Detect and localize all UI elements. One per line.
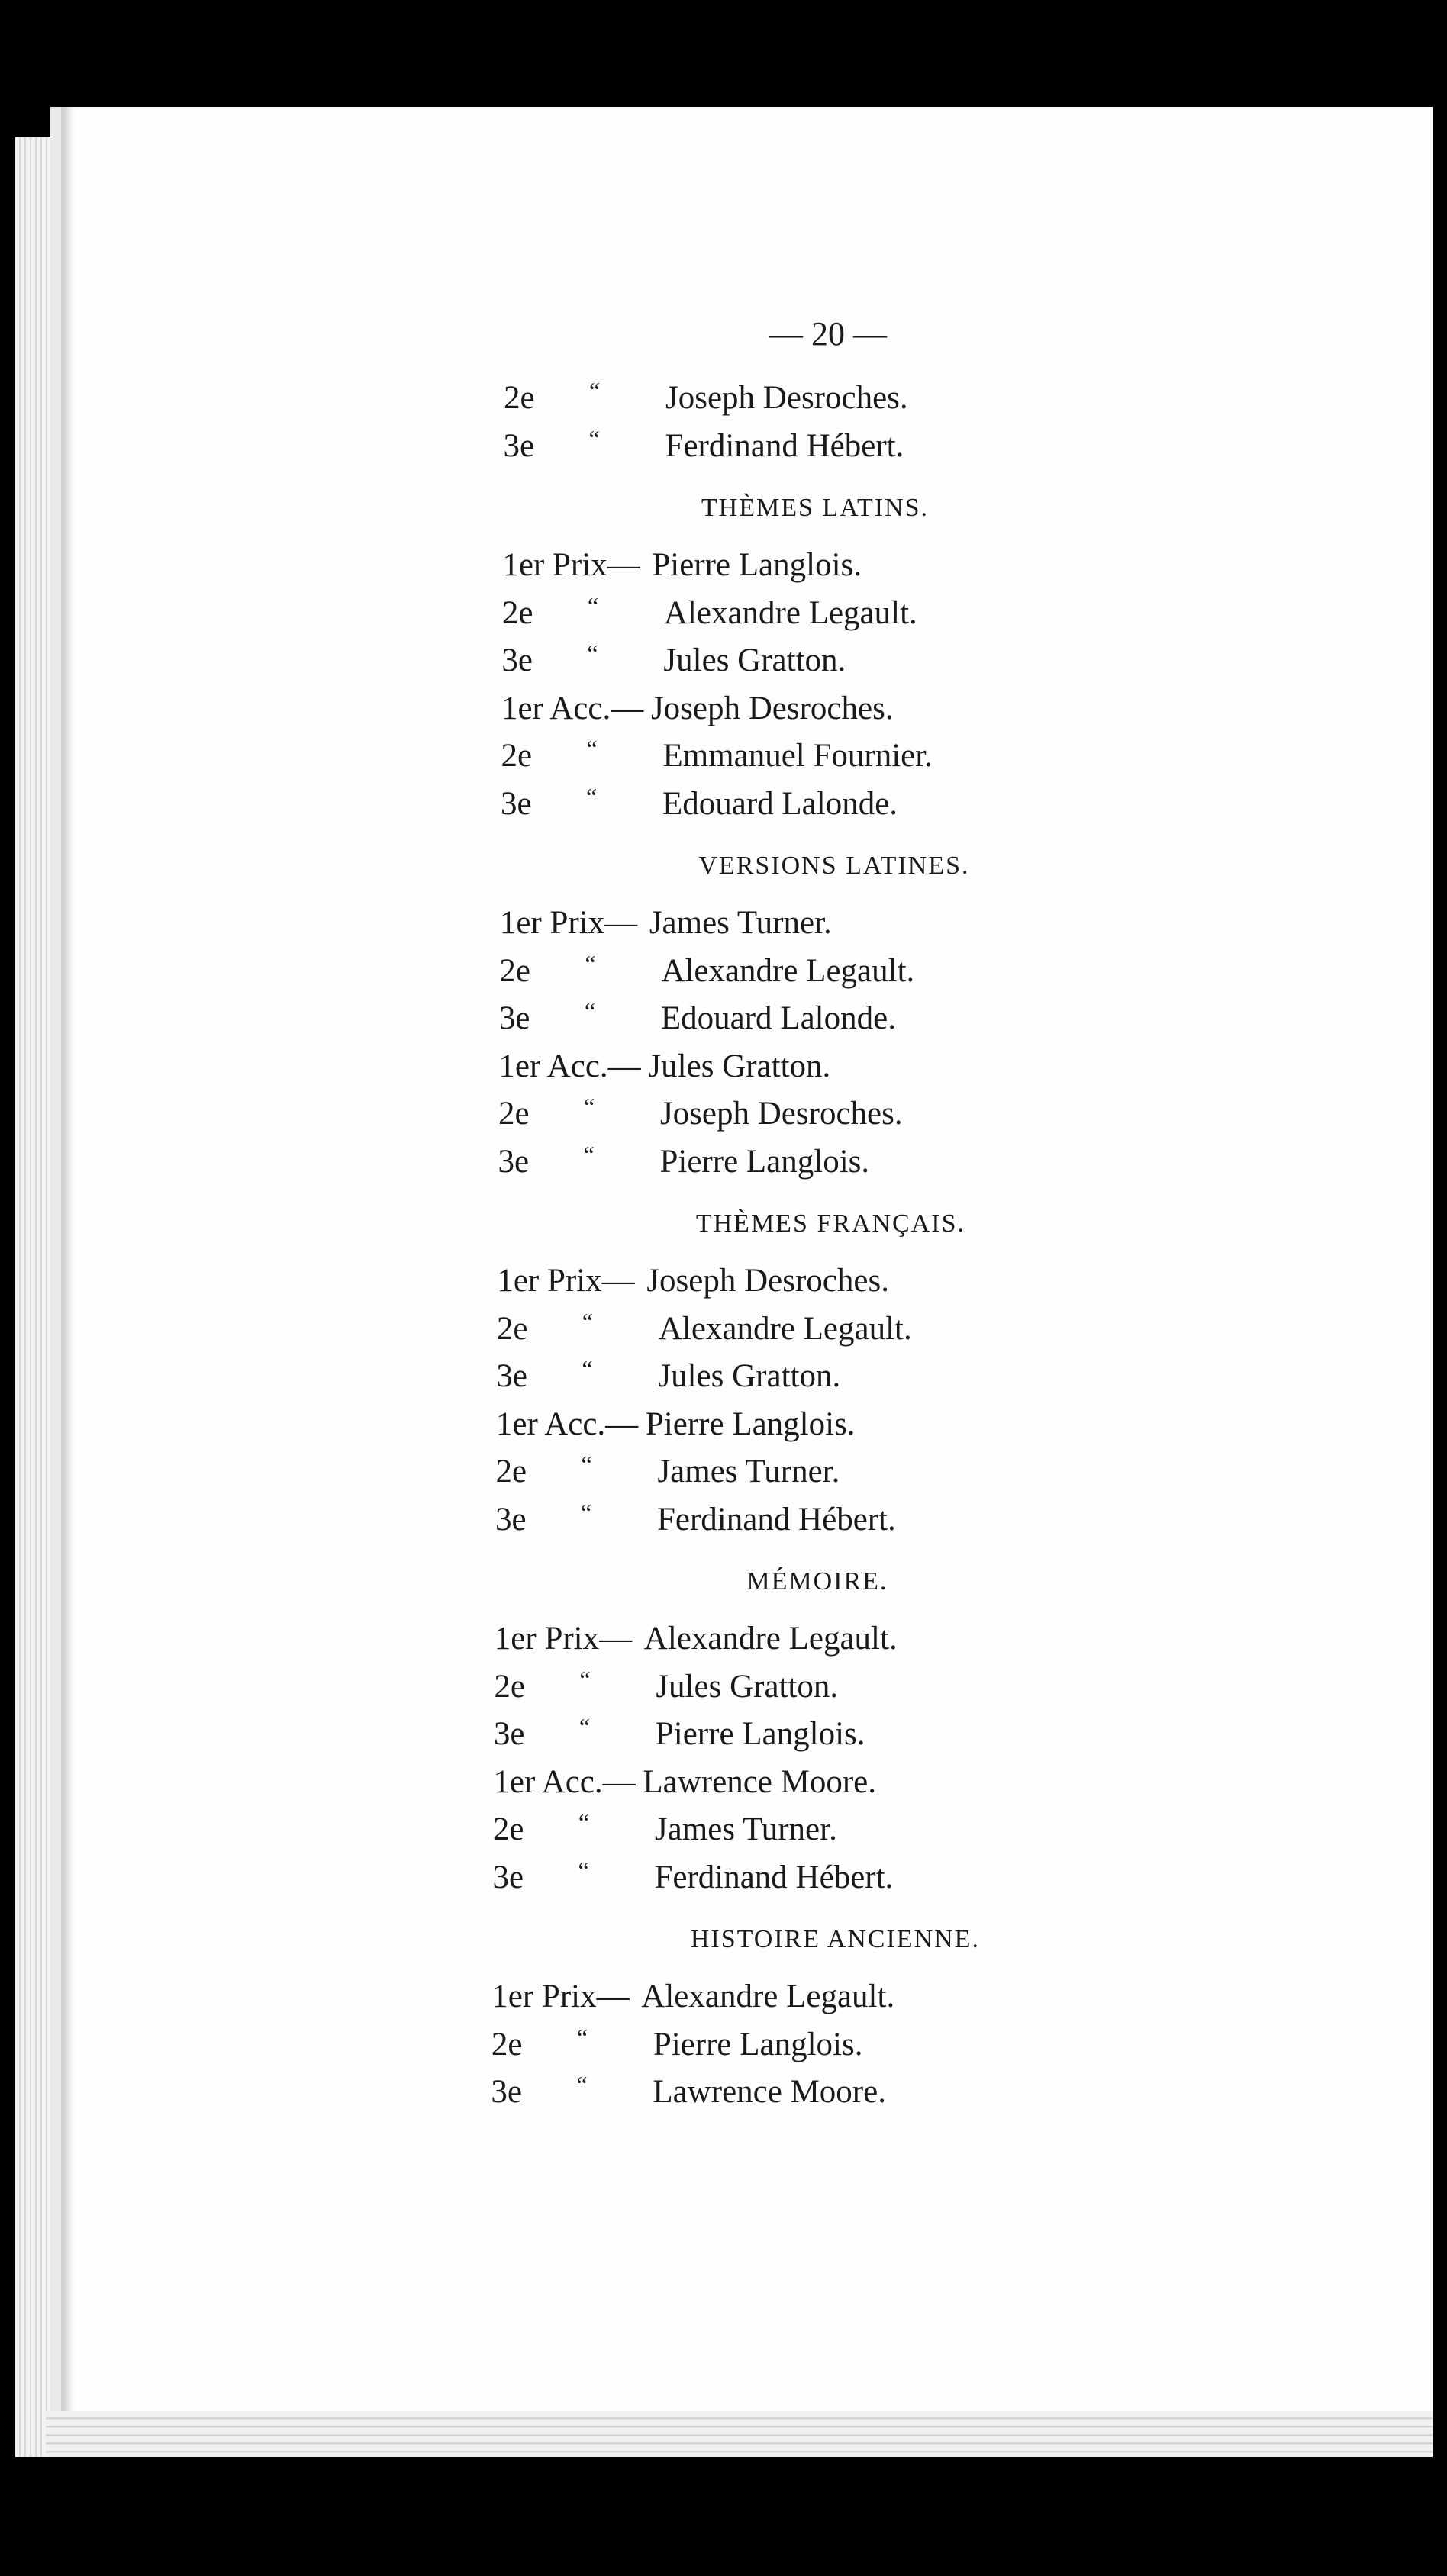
student-name: Alexandre Legault. bbox=[661, 952, 915, 989]
student-name: Pierre Langlois. bbox=[645, 1406, 856, 1442]
prize-rank: 2e bbox=[496, 1310, 528, 1347]
student-name: James Turner. bbox=[649, 905, 832, 941]
ditto-mark: “ bbox=[578, 1713, 591, 1740]
prize-entry bbox=[495, 1451, 1075, 1493]
ditto-mark: “ bbox=[582, 1307, 594, 1335]
page-edge-shadow bbox=[15, 137, 50, 2457]
prize-entry bbox=[498, 1140, 1078, 1183]
student-name: Alexandre Legault. bbox=[663, 594, 917, 631]
prize-rank: 1er Acc.— bbox=[501, 690, 644, 726]
student-name: Ferdinand Hébert. bbox=[665, 427, 904, 464]
student-name: Alexandre Legault. bbox=[643, 1621, 898, 1657]
section-heading: HISTOIRE ANCIENNE. bbox=[690, 1925, 980, 1953]
prize-rank: 3e bbox=[492, 1859, 524, 1895]
student-name: Jules Gratton. bbox=[656, 1668, 839, 1705]
prize-entry bbox=[492, 1856, 1072, 1899]
page-bottom-edge bbox=[46, 2411, 1433, 2457]
prize-rank: 3e bbox=[491, 2074, 522, 2110]
prize-rank: 2e bbox=[492, 1811, 524, 1847]
prize-entry bbox=[491, 2071, 1071, 2114]
prize-entry bbox=[498, 997, 1079, 1040]
ditto-mark: “ bbox=[586, 782, 598, 810]
prize-rank: 1er Prix— bbox=[491, 1979, 630, 2014]
prize-rank: 3e bbox=[496, 1358, 527, 1394]
prize-entry bbox=[496, 1355, 1076, 1398]
prize-entry bbox=[495, 1622, 1075, 1660]
prize-rank: 1er Acc.— bbox=[495, 1406, 639, 1442]
prize-rank: 3e bbox=[498, 1000, 530, 1036]
student-name: Joseph Desroches. bbox=[650, 690, 894, 726]
ditto-mark: “ bbox=[585, 949, 596, 977]
prize-entry bbox=[493, 1763, 1073, 1804]
student-name: Edouard Lalonde. bbox=[662, 785, 898, 822]
student-name: James Turner. bbox=[654, 1811, 837, 1847]
student-name: Lawrence Moore. bbox=[643, 1763, 877, 1800]
ditto-mark: “ bbox=[584, 997, 596, 1025]
prize-rank: 3e bbox=[503, 427, 535, 464]
student-name: Joseph Desroches. bbox=[665, 380, 908, 416]
prize-rank: 2e bbox=[504, 380, 535, 416]
ditto-mark: “ bbox=[578, 1808, 590, 1836]
ditto-mark: “ bbox=[579, 1665, 591, 1693]
student-name: Alexandre Legault. bbox=[658, 1310, 912, 1347]
student-name: Edouard Lalonde. bbox=[660, 1000, 896, 1036]
prize-rank: 2e bbox=[495, 1454, 527, 1489]
prize-entry bbox=[491, 1980, 1072, 2018]
prize-entry bbox=[491, 2023, 1072, 2066]
prize-rank: 2e bbox=[499, 952, 530, 989]
prize-rank: 3e bbox=[498, 1143, 530, 1180]
prize-entry bbox=[504, 377, 1084, 420]
prize-entry bbox=[499, 949, 1079, 993]
student-name: Ferdinand Hébert. bbox=[656, 1501, 896, 1538]
ditto-mark: “ bbox=[588, 424, 600, 452]
student-name: Jules Gratton. bbox=[648, 1048, 831, 1084]
prize-entry bbox=[502, 549, 1082, 587]
prize-rank: 3e bbox=[501, 785, 532, 822]
student-name: Joseph Desroches. bbox=[659, 1096, 903, 1132]
ditto-mark: “ bbox=[586, 735, 598, 762]
section-heading: MÉMOIRE. bbox=[746, 1567, 888, 1596]
prize-entry bbox=[501, 782, 1081, 826]
prize-rank: 1er Acc.— bbox=[498, 1048, 641, 1084]
ditto-mark: “ bbox=[580, 1498, 592, 1526]
prize-entry bbox=[500, 906, 1080, 945]
page-number: — 20 — bbox=[769, 315, 887, 353]
ditto-mark: “ bbox=[583, 1093, 595, 1120]
ditto-mark: “ bbox=[576, 2023, 588, 2051]
prize-rank: 2e bbox=[494, 1668, 525, 1705]
prize-rank: 1er Prix— bbox=[502, 547, 640, 583]
prize-entry bbox=[493, 1713, 1074, 1756]
prize-rank: 3e bbox=[501, 642, 533, 678]
section-heading: THÈMES FRANÇAIS. bbox=[695, 1209, 966, 1238]
prize-entry bbox=[498, 1093, 1078, 1135]
student-name: Pierre Langlois. bbox=[653, 2026, 863, 2062]
ditto-mark: “ bbox=[587, 639, 598, 667]
student-name: James Turner. bbox=[657, 1454, 840, 1489]
prize-rank: 2e bbox=[501, 594, 533, 631]
prize-entry bbox=[492, 1808, 1073, 1851]
prize-rank: 2e bbox=[498, 1096, 530, 1132]
student-name: Pierre Langlois. bbox=[659, 1143, 870, 1180]
prize-entry bbox=[495, 1498, 1075, 1541]
ditto-mark: “ bbox=[587, 591, 599, 620]
student-name: Pierre Langlois. bbox=[652, 547, 862, 583]
student-name: Joseph Desroches. bbox=[646, 1263, 889, 1299]
prize-entry bbox=[501, 735, 1081, 778]
ditto-mark: “ bbox=[576, 2071, 588, 2098]
student-name: Ferdinand Hébert. bbox=[654, 1859, 894, 1895]
prize-entry bbox=[501, 591, 1082, 635]
prize-rank: 1er Prix— bbox=[494, 1621, 633, 1657]
student-name: Jules Gratton. bbox=[663, 642, 846, 678]
prize-entry bbox=[497, 1264, 1077, 1302]
prize-entry bbox=[501, 639, 1081, 682]
prize-rank: 2e bbox=[491, 2026, 523, 2062]
prize-entry bbox=[498, 1050, 1078, 1088]
ditto-mark: “ bbox=[581, 1451, 592, 1478]
student-name: Jules Gratton. bbox=[658, 1358, 841, 1394]
student-name: Alexandre Legault. bbox=[641, 1979, 895, 2014]
prize-entry bbox=[494, 1665, 1074, 1708]
prize-entry bbox=[496, 1307, 1077, 1351]
student-name: Emmanuel Fournier. bbox=[662, 738, 933, 774]
ditto-mark: “ bbox=[583, 1140, 595, 1168]
ditto-mark: “ bbox=[589, 377, 601, 404]
prize-entry bbox=[496, 1408, 1076, 1446]
prize-entry bbox=[501, 692, 1081, 730]
prize-entry bbox=[503, 424, 1084, 468]
student-name: Pierre Langlois. bbox=[655, 1716, 865, 1752]
section-heading: VERSIONS LATINES. bbox=[698, 852, 970, 880]
ditto-mark: “ bbox=[582, 1355, 593, 1383]
section-heading: THÈMES LATINS. bbox=[701, 494, 929, 522]
prize-rank: 1er Prix— bbox=[497, 1263, 635, 1299]
student-name: Lawrence Moore. bbox=[653, 2074, 886, 2110]
prize-rank: 3e bbox=[495, 1501, 527, 1538]
prize-rank: 3e bbox=[493, 1716, 525, 1752]
prize-rank: 1er Acc.— bbox=[493, 1763, 636, 1800]
ditto-mark: “ bbox=[578, 1856, 589, 1884]
prize-rank: 2e bbox=[501, 738, 533, 774]
prize-rank: 1er Prix— bbox=[499, 905, 638, 941]
